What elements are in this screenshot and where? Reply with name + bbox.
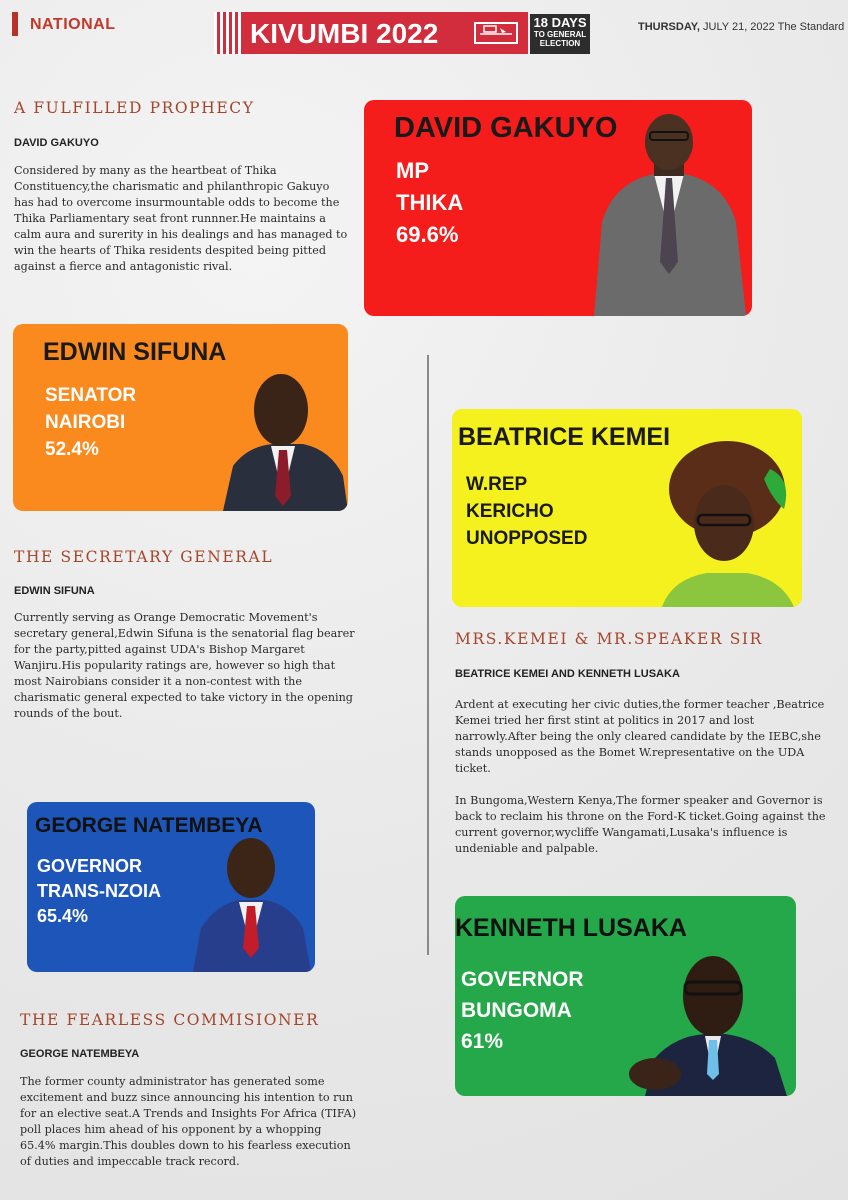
card-name-lusaka: KENNETH LUSAKA <box>455 914 687 942</box>
card-region-gakuyo: THIKA <box>396 190 464 215</box>
card-name-gakuyo: DAVID GAKUYO <box>394 112 618 144</box>
publication-name: The Standard <box>777 21 845 33</box>
candidate-card-sifuna <box>13 324 348 511</box>
section-label: NATIONAL <box>30 16 116 33</box>
candidate-card-lusaka <box>455 896 796 1096</box>
card-office-natembeya: GOVERNOR <box>37 856 143 876</box>
banner-title: KIVUMBI 2022 <box>250 18 439 49</box>
card-office-sifuna: SENATOR <box>45 385 137 406</box>
card-name-kemei: BEATRICE KEMEI <box>458 423 671 451</box>
countdown-badge <box>530 14 590 54</box>
election-banner <box>214 12 528 54</box>
card-region-sifuna: NAIROBI <box>45 412 126 433</box>
card-result-sifuna: 52.4% <box>45 439 99 460</box>
date-weekday: THURSDAY, <box>638 21 700 33</box>
column-divider <box>427 355 429 955</box>
countdown-line2: ELECTION <box>539 39 581 48</box>
article-body-natembeya: The former county administrator has generated some excitement and buzz since announcing his intention to run for an elective seat.A Trends and Insights For Africa (TIFA) poll places him ahead of his opponent by a whopping 65.4% margin.This doubles down to his fearless execution of duties and impeccable track record. <box>20 1075 357 1168</box>
candidate-photo-sifuna <box>213 366 348 511</box>
article-body-sifuna: Currently serving as Orange Democratic Movement's secretary general,Edwin Sifuna is the senatorial flag bearer for the party,pitted against UDA's Bishop Margaret Wanjiru.His popularity ratings are, however so high that most Nairobians consider it a non-contest with the charismatic general expected to take victory in the opening rounds of the bout. <box>14 611 355 720</box>
card-details-lusaka <box>461 964 584 1057</box>
article-headline-kemei: MRS.KEMEI & MR.SPEAKER SIR <box>455 630 763 648</box>
card-name-sifuna: EDWIN SIFUNA <box>43 338 227 366</box>
candidate-photo-gakuyo <box>584 112 752 316</box>
card-result-gakuyo: 69.6% <box>396 222 459 247</box>
article-byline-kemei: BEATRICE KEMEI AND KENNETH LUSAKA <box>455 668 680 680</box>
banner-stripes <box>214 12 244 54</box>
card-details-natembeya <box>37 854 161 929</box>
section-marker <box>12 12 18 36</box>
card-result-natembeya: 65.4% <box>37 906 89 926</box>
candidate-photo-lusaka <box>615 946 795 1096</box>
countdown-line1: TO GENERAL <box>533 30 587 39</box>
card-result-lusaka: 61% <box>461 1030 504 1053</box>
countdown-days: 18 DAYS <box>533 15 587 30</box>
candidate-photo-natembeya <box>189 838 315 972</box>
article-headline-sifuna: THE SECRETARY GENERAL <box>14 548 274 566</box>
card-region-natembeya: TRANS-NZOIA <box>37 881 161 901</box>
dateline <box>638 21 844 33</box>
article-body-lusaka: In Bungoma,Western Kenya,The former speaker and Governor is back to reclaim his throne on the Ford-K ticket.Going against the current governor,wycliffe Wangamati,Lusaka's influence is undeniable and palpable. <box>455 794 826 855</box>
candidate-photo-kemei <box>652 439 802 607</box>
article-body-kemei: Ardent at executing her civic duties,the former teacher ,Beatrice Kemei tried her first stint at politics in 2017 and lost narrowly.After being the only cleared candidate by the IEBC,she stands unopposed as the Bomet W.representative on the UDA ticket. <box>455 698 825 775</box>
candidate-card-natembeya <box>27 802 315 972</box>
card-office-gakuyo: MP <box>396 158 429 183</box>
card-result-kemei: UNOPPOSED <box>466 528 588 549</box>
date-text: JULY 21, 2022 <box>703 21 775 33</box>
card-office-kemei: W.REP <box>466 474 528 495</box>
card-details-sifuna <box>45 382 136 463</box>
card-details-gakuyo <box>396 155 463 251</box>
card-region-lusaka: BUNGOMA <box>461 999 572 1022</box>
article-body-gakuyo: Considered by many as the heartbeat of Thika Constituency,the charismatic and philanthropic Gakuyo has had to overcome insurmountable odds to become the Thika Parliamentary seat front runnner.He maintains a calm aura and surerity in his dealings and has managed to win the hearts of Thika residents despited being pitted against a fierce and antagonistic rival. <box>14 164 348 273</box>
card-details-kemei <box>466 471 587 552</box>
card-office-lusaka: GOVERNOR <box>461 968 584 991</box>
article-byline-gakuyo: DAVID GAKUYO <box>14 137 99 149</box>
article-headline-gakuyo: A FULFILLED PROPHECY <box>14 99 255 117</box>
ballot-box-icon <box>474 22 518 44</box>
article-headline-natembeya: THE FEARLESS COMMISIONER <box>20 1011 320 1029</box>
card-region-kemei: KERICHO <box>466 501 554 522</box>
candidate-card-kemei <box>452 409 802 607</box>
candidate-card-gakuyo <box>364 100 752 316</box>
article-byline-natembeya: GEORGE NATEMBEYA <box>20 1048 140 1060</box>
article-byline-sifuna: EDWIN SIFUNA <box>14 585 95 597</box>
card-name-natembeya: GEORGE NATEMBEYA <box>35 814 263 837</box>
